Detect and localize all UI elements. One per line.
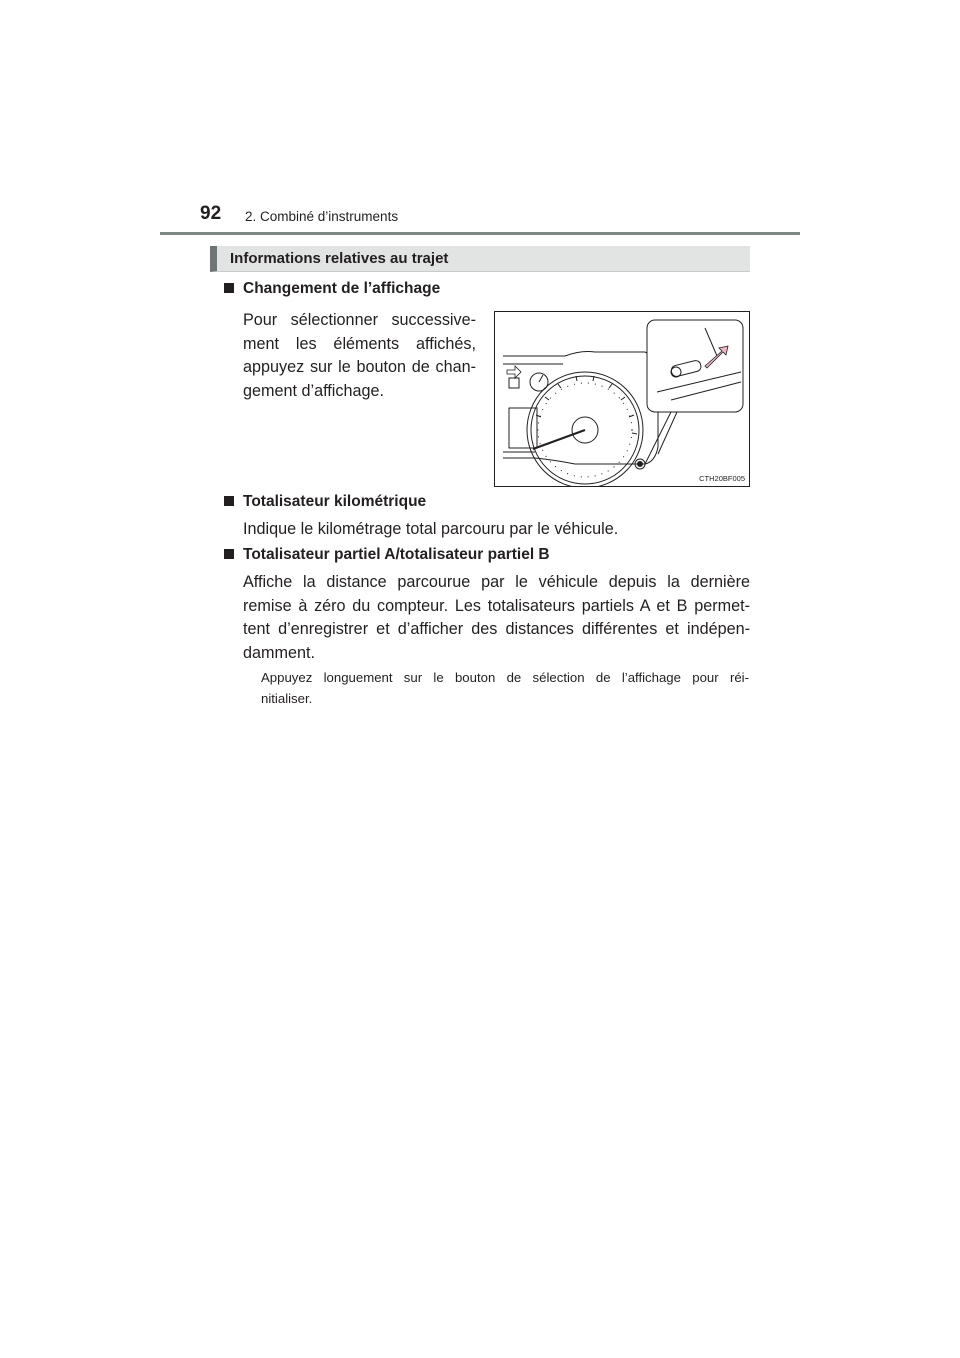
subheading-odometer — [224, 493, 426, 511]
page-number: 92 — [200, 203, 222, 224]
illustration-code: CTH20BF005 — [699, 474, 745, 483]
subheading-display-change — [224, 280, 440, 298]
text-line: remise à zéro du compteur. Les totalisateurs partiels A et B permet- — [243, 596, 750, 615]
bullet-square-icon — [224, 549, 234, 559]
paragraph-display-change — [243, 309, 476, 403]
text-line: damment. — [243, 643, 315, 662]
section-bar — [210, 246, 750, 272]
section-title: Informations relatives au trajet — [230, 250, 449, 267]
paragraph-odometer — [243, 518, 750, 542]
reset-note — [261, 667, 749, 709]
paragraph-trip-meter — [243, 571, 750, 665]
note-line: Appuyez longuement sur le bouton de sélection de l’affichage pour réi- — [261, 670, 749, 685]
bullet-square-icon — [224, 496, 234, 506]
text-line: gement d’affichage. — [243, 381, 384, 400]
text-line: Affiche la distance parcourue par le véhicule depuis la dernière — [243, 573, 750, 591]
instrument-cluster-drawing — [495, 312, 749, 486]
text-line: ment les éléments affichés, — [243, 334, 476, 353]
text-line: Pour sélectionner successive- — [243, 311, 476, 329]
text-line: appuyez sur le bouton de chan- — [243, 358, 476, 376]
text-line: tent d’enregistrer et d’afficher des distances différentes et indépen- — [243, 620, 750, 638]
subheading-text: Changement de l’affichage — [243, 280, 441, 297]
subheading-text: Totalisateur partiel A/totalisateur partiel B — [243, 546, 550, 563]
bullet-square-icon — [224, 283, 234, 293]
instrument-cluster-illustration — [494, 311, 750, 487]
note-line: nitialiser. — [261, 691, 313, 706]
text-line: Indique le kilométrage total parcouru par le véhicule. — [243, 520, 619, 538]
header-rule — [160, 232, 800, 235]
subheading-trip-meter — [224, 546, 550, 564]
subheading-text: Totalisateur kilométrique — [243, 493, 427, 510]
chapter-title: 2. Combiné d’instruments — [245, 209, 399, 224]
